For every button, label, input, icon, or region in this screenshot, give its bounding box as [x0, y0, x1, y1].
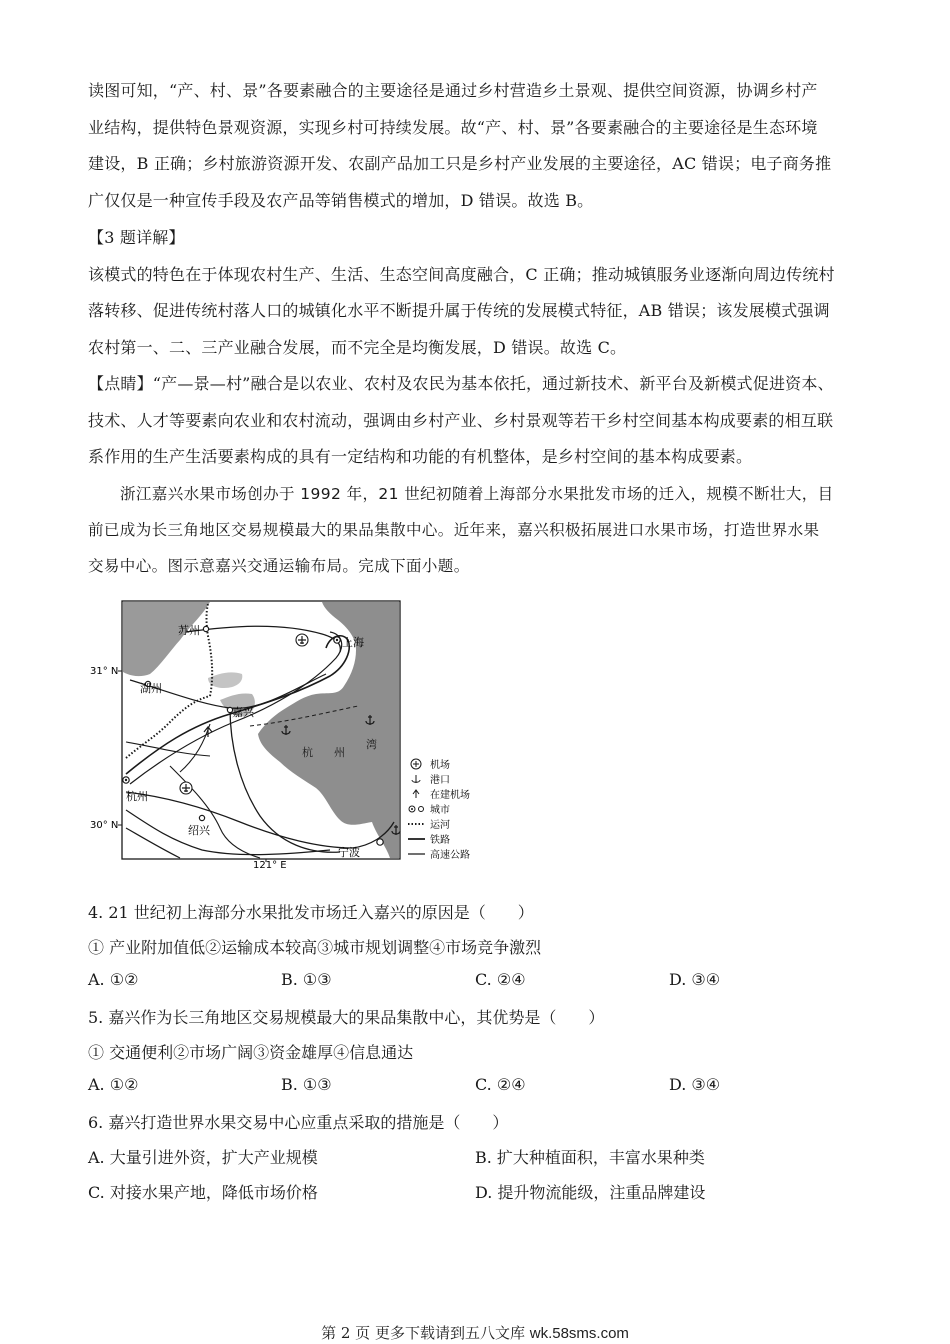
city-label-shaoxing: 绍兴	[188, 824, 210, 837]
legend-expressway	[408, 848, 470, 861]
text-line: 【点睛】“产—景—村”融合是以农业、农村及农民为基本依托，通过新技术、新平台及新模式促进资本、	[88, 374, 834, 393]
page-number: 第 2 页	[321, 1324, 371, 1342]
text-line: 广仅仅是一种宣传手段及农产品等销售模式的增加，D 错误。故选 B。	[88, 190, 594, 210]
text-line: 前已成为长三角地区交易规模最大的果品集散中心。近年来，嘉兴积极拓展进口水果市场，打造世界水果	[88, 521, 820, 539]
footer-site-link[interactable]: wk.58sms.com	[529, 1325, 629, 1342]
comment-block	[88, 366, 868, 476]
question-5-option-d[interactable]: D. ③④	[669, 1075, 721, 1094]
question-4-option-b[interactable]: B. ①③	[281, 970, 332, 989]
legend-railway	[408, 833, 450, 846]
legend-label: 机场	[430, 760, 450, 771]
lat-30-label: 30° N	[90, 820, 119, 831]
question-5-items: ① 交通便利②市场广阔③资金雄厚④信息通达	[88, 1043, 414, 1062]
question-6-option-c[interactable]: C. 对接水果产地，降低市场价格	[88, 1183, 318, 1202]
question-6-option-d[interactable]: D. 提升物流能级，注重品牌建设	[475, 1183, 706, 1202]
airport-under-construction-icon	[413, 790, 419, 798]
map-legend	[408, 758, 470, 861]
lon-121-label: 121° E	[253, 860, 287, 868]
bay-label-3: 湾	[366, 738, 377, 751]
footer-more-text: 更多下载请到五八文库	[374, 1324, 525, 1342]
city-marker-ningbo	[377, 839, 383, 845]
question-6-stem: 6. 嘉兴打造世界水果交易中心应重点采取的措施是（ ）	[88, 1113, 509, 1132]
airport-icon	[180, 782, 192, 794]
legend-label: 港口	[430, 775, 450, 786]
legend-city	[409, 803, 450, 816]
bay-label-1: 杭	[302, 746, 313, 759]
question-4-items: ① 产业附加值低②运输成本较高③城市规划调整④市场竞争激烈	[88, 938, 542, 957]
question-5-option-a[interactable]: A. ①②	[88, 1075, 139, 1094]
question-5-option-b[interactable]: B. ①③	[281, 1075, 332, 1094]
legend-label: 在建机场	[430, 790, 470, 801]
page-footer	[0, 1322, 950, 1343]
question-5-option-c[interactable]: C. ②④	[475, 1075, 526, 1094]
legend-label: 高速公路	[430, 850, 470, 861]
lat-31-label: 31° N	[90, 666, 119, 677]
text-line: 农村第一、二、三产业融合发展，而不完全是均衡发展，D 错误。故选 C。	[88, 337, 627, 357]
legend-label: 城市	[430, 805, 450, 816]
airport-icon	[296, 634, 308, 646]
text-line: 业结构，提供特色景观资源，实现乡村可持续发展。故“产、村、景”各要素融合的主要途径是生态环境	[88, 117, 818, 137]
city-label-ningbo: 宁波	[338, 846, 360, 859]
city-marker-shanghai-dot	[336, 639, 338, 641]
legend-airport	[411, 758, 450, 771]
city-marker-suzhou	[203, 626, 208, 631]
map-svg	[90, 596, 510, 868]
city-marker-shaoxing	[199, 815, 204, 820]
city-label-hangzhou: 杭州	[126, 790, 148, 803]
section-heading: 【3 题详解】	[88, 228, 185, 247]
jiaxing-transport-map	[90, 596, 510, 868]
text-line: 建设，B 正确；乡村旅游资源开发、农副产品加工只是乡村产业发展的主要途径，AC 错误；电子商务推	[88, 154, 832, 173]
explanation-q3	[88, 220, 868, 366]
text-line: 该模式的特色在于体现农村生产、生活、生态空间高度融合，C 正确；推动城镇服务业逐渐向周边传统村	[88, 264, 835, 284]
text-line: 交易中心。图示意嘉兴交通运输布局。完成下面小题。	[88, 557, 470, 575]
text-line: 技术、人才等要素向农业和农村流动，强调由乡村产业、乡村景观等若干乡村空间基本构成要素的相互联	[88, 410, 834, 430]
city-label-huzhou: 湖州	[140, 682, 162, 695]
question-5-stem: 5. 嘉兴作为长三角地区交易规模最大的果品集散中心，其优势是（ ）	[88, 1008, 605, 1027]
text-line: 系作用的生产生活要素构成的具有一定结构和功能的有机整体，是乡村空间的基本构成要素。	[88, 447, 753, 466]
city-label-shanghai: 上海	[342, 636, 364, 649]
legend-port	[412, 773, 450, 786]
question-4-stem: 4. 21 世纪初上海部分水果批发市场迁入嘉兴的原因是（ ）	[88, 903, 534, 922]
text-line: 读图可知，“产、村、景”各要素融合的主要途径是通过乡村营造乡土景观、提供空间资源，协调乡村产	[88, 81, 818, 100]
question-4-option-d[interactable]: D. ③④	[669, 970, 721, 989]
bay-label-2: 州	[334, 746, 345, 759]
legend-canal	[408, 819, 450, 831]
legend-airport-construction	[413, 788, 470, 801]
city-label-suzhou: 苏州	[178, 624, 200, 637]
text-line: 落转移、促进传统村落人口的城镇化水平不断提升属于传统的发展模式特征，AB 错误；该发展模式强调	[88, 301, 830, 320]
city-label-jiaxing: 嘉兴	[232, 706, 254, 719]
question-6-option-a[interactable]: A. 大量引进外资，扩大产业规模	[88, 1148, 318, 1167]
legend-label: 运河	[430, 820, 450, 831]
city-marker-hangzhou-dot	[125, 779, 127, 781]
question-4-option-c[interactable]: C. ②④	[475, 970, 526, 989]
legend-label: 铁路	[430, 835, 450, 846]
port-icon	[412, 775, 420, 783]
question-4-option-a[interactable]: A. ①②	[88, 970, 139, 989]
reading-passage	[88, 476, 868, 584]
explanation-q2	[88, 73, 868, 219]
question-6-option-b[interactable]: B. 扩大种植面积，丰富水果种类	[475, 1148, 705, 1167]
text-line: 浙江嘉兴水果市场创办于 1992 年，21 世纪初随着上海部分水果批发市场的迁入，规模不断壮大，目	[120, 485, 834, 503]
